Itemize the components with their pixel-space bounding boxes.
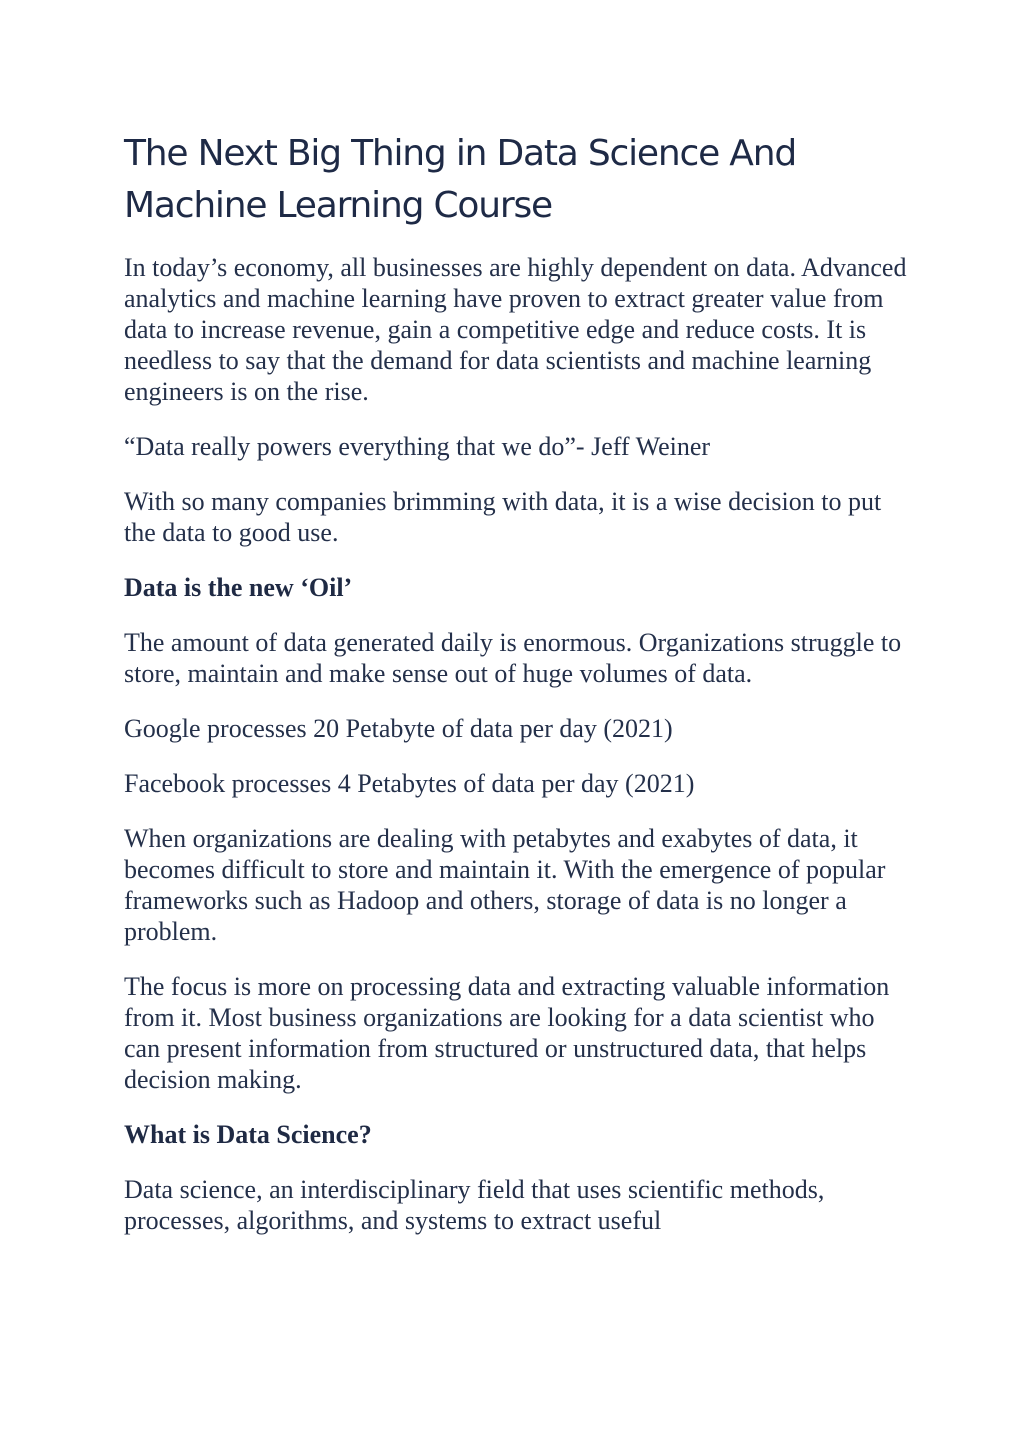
section-heading-data-science: What is Data Science?	[124, 1120, 372, 1149]
google-stat-paragraph: Google processes 20 Petabyte of data per day (2021)	[124, 714, 673, 743]
document-page	[124, 128, 914, 1260]
companies-paragraph: With so many companies brimming with data, it is a wise decision to put the data to good use.	[124, 487, 882, 547]
data-science-paragraph: Data science, an interdisciplinary field that uses scientific methods, processes, algorithms, and systems to extract useful	[124, 1175, 825, 1235]
section-heading-oil: Data is the new ‘Oil’	[124, 573, 353, 602]
facebook-stat-paragraph: Facebook processes 4 Petabytes of data per day (2021)	[124, 769, 695, 798]
document-title: The Next Big Thing in Data Science And Machine Learning Course	[124, 133, 796, 226]
quote-paragraph: “Data really powers everything that we do”- Jeff Weiner	[124, 432, 711, 461]
storage-paragraph: When organizations are dealing with petabytes and exabytes of data, it becomes difficult to store and maintain it. With the emergence of popular frameworks such as Hadoop and others, storage of data is no longer a problem.	[124, 824, 886, 946]
focus-paragraph: The focus is more on processing data and extracting valuable information from it. Most business organizations are looking for a data scientist who can present information from structured or unstructured data, that helps decision making.	[124, 972, 890, 1094]
intro-paragraph: In today’s economy, all businesses are highly dependent on data. Advanced analytics and machine learning have proven to extract greater value from data to increase revenue, gain a competitive edge and reduce costs. It is needless to say that the demand for data scientists and machine learning engineers is on the rise.	[124, 253, 907, 406]
data-volume-paragraph: The amount of data generated daily is enormous. Organizations struggle to store, maintain and make sense out of huge volumes of data.	[124, 628, 902, 688]
